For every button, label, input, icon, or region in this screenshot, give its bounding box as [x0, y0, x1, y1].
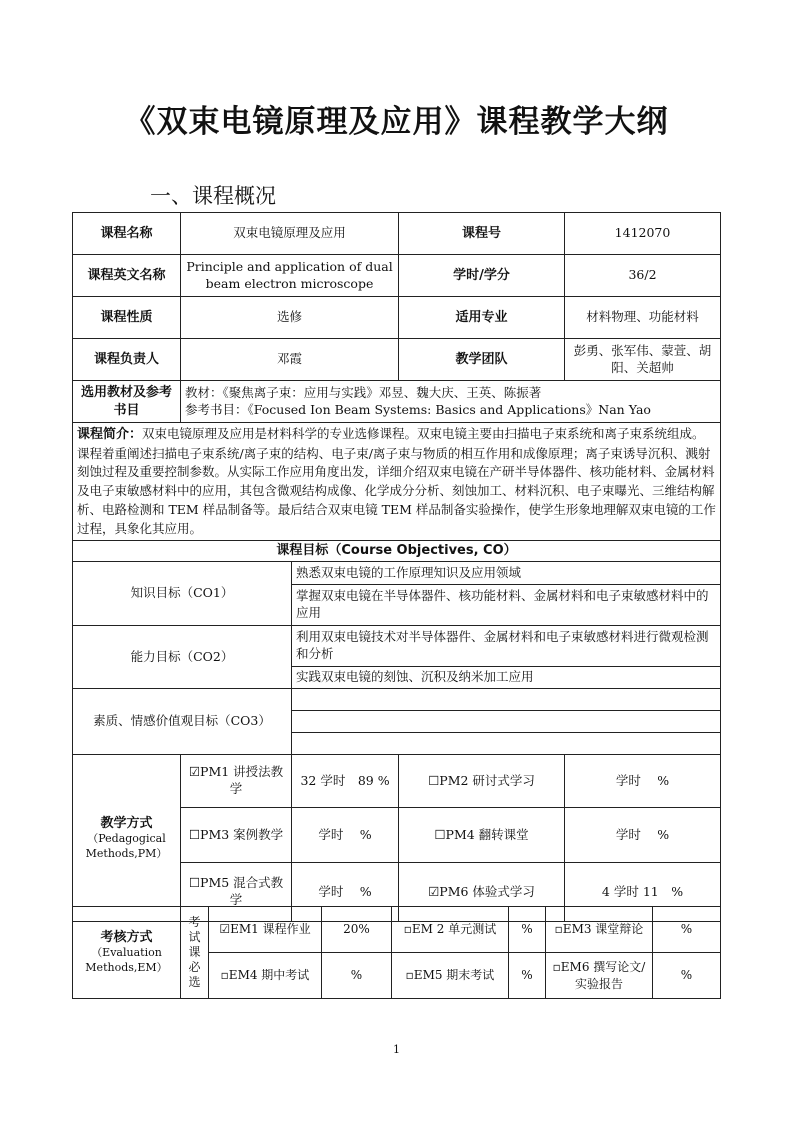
pedagogy-label: 教学方式 — [100, 815, 153, 831]
course-no-value: 1412070 — [565, 213, 721, 255]
textbook-cell — [181, 381, 721, 423]
em2-value: % — [509, 907, 546, 953]
major-value: 材料物理、功能材料 — [565, 297, 721, 339]
co1-item-2: 掌握双束电镜在半导体器件、核功能材料、金属材料和电子束敏感材料中的应用 — [292, 585, 721, 626]
em6-name[interactable]: ▫EM6 撰写论文/实验报告 — [546, 953, 653, 999]
course-overview-table — [72, 212, 721, 922]
co3-item-1 — [292, 689, 721, 711]
em5-name[interactable]: ▫EM5 期末考试 — [392, 953, 509, 999]
nature-value: 选修 — [181, 297, 399, 339]
english-name-value: Principle and application of dual beam electron microscope — [181, 255, 399, 297]
nature-label: 课程性质 — [73, 297, 181, 339]
hours-credits-value: 36/2 — [565, 255, 721, 297]
objectives-header: 课程目标（Course Objectives, CO） — [73, 541, 721, 562]
section-heading: 一、课程概况 — [150, 184, 276, 208]
co3-label: 素质、情感价值观目标（CO3） — [73, 689, 292, 755]
pm1-value: 32 学时 89 % — [292, 755, 399, 808]
pedagogy-label-cell — [73, 755, 181, 922]
co3-item-2 — [292, 711, 721, 733]
co2-label: 能力目标（CO2） — [73, 626, 292, 689]
pm5-value: 学时 % — [292, 863, 399, 922]
pm3-value: 学时 % — [292, 808, 399, 863]
em2-name[interactable]: ▫EM 2 单元测试 — [392, 907, 509, 953]
team-label: 教学团队 — [399, 339, 565, 381]
pm2-name[interactable]: ☐PM2 研讨式学习 — [399, 755, 565, 808]
pm2-value: 学时 % — [565, 755, 721, 808]
page-number: 1 — [393, 1043, 400, 1056]
textbook-value: 教材：《聚焦离子束：应用与实践》邓昱、魏大庆、王英、陈振著 — [185, 384, 542, 400]
em6-value: % — [653, 953, 721, 999]
pm4-value: 学时 % — [565, 808, 721, 863]
major-label: 适用专业 — [399, 297, 565, 339]
document-title: 《双束电镜原理及应用》课程教学大纲 — [124, 104, 669, 140]
pm6-value: 4 学时 11 % — [565, 863, 721, 922]
pm3-name[interactable]: ☐PM3 案例教学 — [181, 808, 292, 863]
evaluation-label-cell — [73, 907, 181, 999]
intro-label: 课程简介： — [77, 427, 143, 442]
leader-value: 邓霞 — [181, 339, 399, 381]
em4-name[interactable]: ▫EM4 期中考试 — [209, 953, 322, 999]
course-name-label: 课程名称 — [73, 213, 181, 255]
em3-name[interactable]: ▫EM3 课堂辩论 — [546, 907, 653, 953]
intro-text: 双束电镜原理及应用是材料科学的专业选修课程。双束电镜主要由扫描电子束系统和离子束系统组成。课程着重阐述扫描电子束系统/离子束的结构、电子束/离子束与物质的相互作用和成像原理；离子束诱导沉积、溅射刻蚀过程及重要控制参数。从实际工作应用角度出发，详细介绍双束电镜在产研半导体器件、核功能材料、金属材料及电子束敏感材料中的应用，其包含微观结构成像、化学成分分析、刻蚀加工、材料沉积、电子束曝光、三维结构解析、电路检测和 TEM 样品制备等。最后结合双束电镜 TEM 样品制备实验操作，使学生形象地理解双束电镜的工作过程，具象化其应用。 — [77, 426, 716, 536]
evaluation-label-en: （Evaluation Methods,EM） — [85, 946, 168, 975]
pm6-name[interactable]: ☑PM6 体验式学习 — [399, 863, 565, 922]
evaluation-table — [72, 906, 721, 999]
leader-label: 课程负责人 — [73, 339, 181, 381]
co1-item-1: 熟悉双束电镜的工作原理知识及应用领域 — [292, 562, 721, 585]
course-no-label: 课程号 — [399, 213, 565, 255]
english-name-label: 课程英文名称 — [73, 255, 181, 297]
evaluation-label: 考核方式 — [100, 929, 153, 945]
course-name-value: 双束电镜原理及应用 — [181, 213, 399, 255]
em1-name[interactable]: ☑EM1 课程作业 — [209, 907, 322, 953]
co3-item-3 — [292, 733, 721, 755]
em5-value: % — [509, 953, 546, 999]
pedagogy-label-en: （Pedagogical Methods,PM） — [85, 832, 168, 861]
team-value: 彭勇、张军伟、蒙萱、胡阳、关超帅 — [565, 339, 721, 381]
pm4-name[interactable]: ☐PM4 翻转课堂 — [399, 808, 565, 863]
co1-label: 知识目标（CO1） — [73, 562, 292, 626]
course-intro — [73, 423, 721, 541]
exam-type-label: 考试课必选 — [181, 907, 209, 999]
textbook-label: 选用教材及参考书目 — [73, 381, 181, 423]
em3-value: % — [653, 907, 721, 953]
pm1-name[interactable]: ☑PM1 讲授法教学 — [181, 755, 292, 808]
em1-value: 20% — [322, 907, 392, 953]
em4-value: % — [322, 953, 392, 999]
hours-credits-label: 学时/学分 — [399, 255, 565, 297]
reference-value: 参考书目：《Focused Ion Beam Systems: Basics and Applications》Nan Yao — [185, 401, 651, 417]
pm5-name[interactable]: ☐PM5 混合式教学 — [181, 863, 292, 922]
co2-item-2: 实践双束电镜的刻蚀、沉积及纳米加工应用 — [292, 667, 721, 689]
co2-item-1: 利用双束电镜技术对半导体器件、金属材料和电子束敏感材料进行微观检测和分析 — [292, 626, 721, 667]
